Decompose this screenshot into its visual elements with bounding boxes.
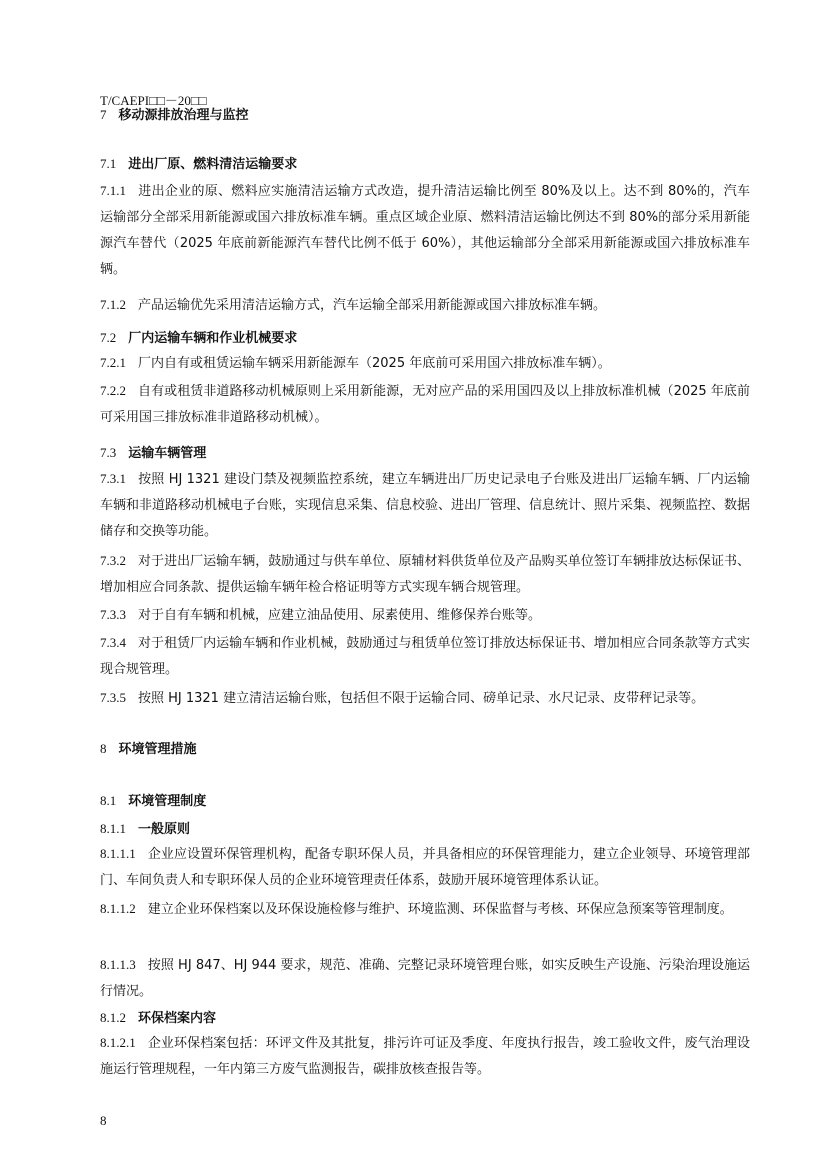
page-number: 8 [100,1113,107,1128]
section-title: 环保档案内容 [138,1011,217,1026]
paragraph [100,466,750,545]
subsubsection-heading [100,1007,216,1026]
section-title: 环境管理制度 [128,794,207,809]
paragraph [100,178,750,283]
clause-text: 按照 HJ 1321 建设门禁及视频监控系统，建立车辆进出厂历史记录电子台账及进出厂运输车辆、厂内运输车辆和非道路移动机械电子台账，实现信息采集、信息校验、进出厂管理、信息统计、照片采集、视频监控、数据储存和交换等功能。 [100,472,751,539]
clause-text: 对于进出厂运输车辆，鼓励通过与供车单位、原辅材料供货单位及产品购买单位签订车辆排放达标保证书、增加相应合同条款、提供运输车辆年检合格证明等方式实现车辆合规管理。 [100,554,750,595]
section-title: 运输车辆管理 [128,446,207,461]
clause-text: 建立企业环保档案以及环保设施检修与维护、环境监测、环保监督与考核、环保应急预案等管理制度。 [147,902,733,917]
paragraph [100,630,750,683]
section-title: 环境管理措施 [118,742,197,757]
section-heading [100,738,197,757]
clause-number: 7.3.1 [100,471,126,486]
paragraph [100,841,750,894]
clause-number: 8.1.1.2 [100,901,136,916]
clause-number: 8.1.1.3 [100,957,136,972]
section-title: 进出厂原、燃料清洁运输要求 [128,157,298,172]
clause-text: 企业环保档案包括：环评文件及其批复，排污许可证及季度、年度执行报告，竣工验收文件，废气治理设施运行管理规程，一年内第三方废气监测报告，碳排放核查报告等。 [100,1036,750,1077]
section-number: 8.1.1 [100,821,126,836]
subsubsection-heading [100,818,190,837]
section-number: 7.2 [100,330,117,345]
paragraph [100,602,750,629]
clause-text: 按照 HJ 1321 建立清洁运输台账，包括但不限于运输合同、磅单记录、水尺记录、皮带秤记录等。 [138,691,705,706]
subsection-heading [100,790,206,809]
section-title: 厂内运输车辆和作业机械要求 [128,331,298,346]
section-number: 7 [100,107,107,122]
section-number: 7.1 [100,156,117,171]
clause-text: 企业应设置环保管理机构，配备专职环保人员，并具备相应的环保管理能力，建立企业领导、环境管理部门、车间负责人和专职环保人员的企业环境管理责任体系，鼓励开展环境管理体系认证。 [100,847,750,888]
clause-number: 7.1.1 [100,183,126,198]
clause-number: 7.1.2 [100,297,126,312]
section-number: 7.3 [100,445,117,460]
paragraph [100,378,750,431]
clause-text: 对于租赁厂内运输车辆和作业机械，鼓励通过与租赁单位签订排放达标保证书、增加相应合同条款等方式实现合规管理。 [100,636,750,677]
clause-number: 7.3.4 [100,635,126,650]
clause-number: 7.2.1 [100,355,126,370]
clause-number: 8.1.1.1 [100,846,136,861]
clause-text: 对于自有车辆和机械，应建立油品使用、尿素使用、维修保养台账等。 [138,608,542,623]
standard-code-header: T/CAEPI□□－20□□ [100,93,207,108]
section-number: 8.1.2 [100,1010,126,1025]
paragraph [100,896,750,923]
clause-number: 8.1.2.1 [100,1035,136,1050]
subsection-heading [100,327,297,346]
paragraph [100,685,750,712]
paragraph [100,350,750,377]
section-heading [100,104,249,123]
clause-number: 7.3.3 [100,607,126,622]
clause-number: 7.3.5 [100,690,126,705]
section-title: 一般原则 [138,822,191,837]
clause-number: 7.2.2 [100,383,126,398]
paragraph [100,548,750,601]
subsection-heading [100,153,297,172]
subsection-heading [100,442,206,461]
section-number: 8.1 [100,793,117,808]
paragraph [100,1030,750,1083]
clause-text: 进出企业的原、燃料应实施清洁运输方式改造，提升清洁运输比例至 80%及以上。达不到 80%的，汽车运输部分全部采用新能源或国六排放标准车辆。重点区域企业原、燃料清洁运输比例达不到 80%的部分采用新能源汽车替代（2025 年底前新能源汽车替代比例不低于 60%），其他运输部分全部采用新能源或国六排放标准车辆。 [100,184,750,277]
section-title: 移动源排放治理与监控 [118,108,249,123]
paragraph [100,292,750,319]
clause-number: 7.3.2 [100,553,126,568]
clause-text: 厂内自有或租赁运输车辆采用新能源车（2025 年底前可采用国六排放标准车辆）。 [138,356,611,371]
clause-text: 自有或租赁非道路移动机械原则上采用新能源，无对应产品的采用国四及以上排放标准机械（2025 年底前可采用国三排放标准非道路移动机械）。 [100,384,750,425]
clause-text: 产品运输优先采用清洁运输方式，汽车运输全部采用新能源或国六排放标准车辆。 [138,298,607,313]
clause-text: 按照 HJ 847、HJ 944 要求，规范、准确、完整记录环境管理台账，如实反映生产设施、污染治理设施运行情况。 [100,958,750,999]
section-number: 8 [100,741,107,756]
paragraph [100,952,750,1005]
